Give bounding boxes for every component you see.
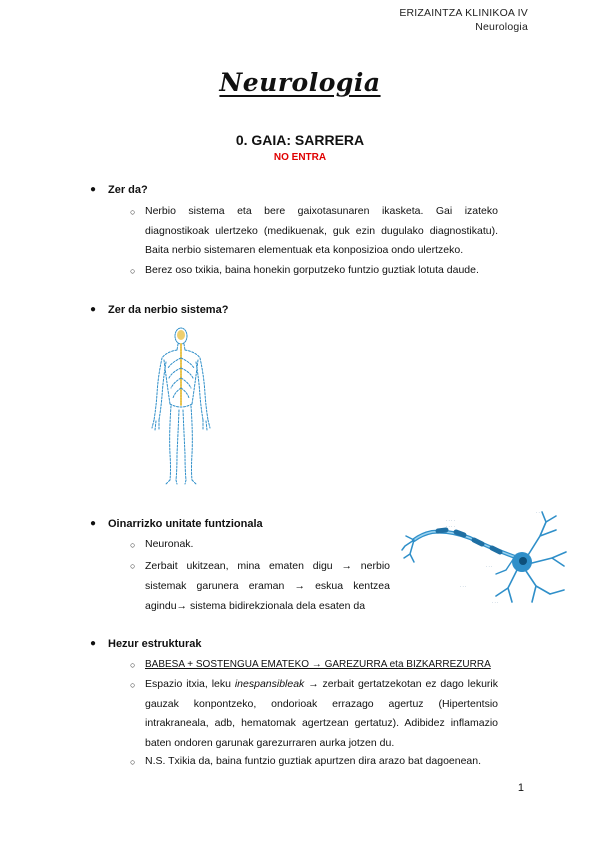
- paragraph-small-system: N.S. Txikia da, baina funtzio guztiak apurtzen dira arazo bat dagoenean.: [145, 755, 482, 767]
- svg-text:· · · ·: · · · ·: [446, 524, 455, 529]
- svg-text:· · ·: · · ·: [486, 564, 493, 569]
- text-consequences: → zerbait gertatzekotan ez dago lekurik gauzak konpontzeko, ondorioak errazago agertuz (Hipertentsio intrakraneala, adb, hematomak agertzean gertatuz). Adibidez inflamazio baten ondoren garunak garezurraren aurka jotzen du.: [145, 678, 498, 749]
- sub-bullet-icon: ○: [130, 207, 136, 217]
- text-closed-space: Espazio itxia, leku: [145, 678, 231, 690]
- bullet-icon: ●: [90, 304, 97, 315]
- paragraph-scope: Berez oso txikia, baina honekin gorputzeko funtzio guztiak lotuta daude.: [145, 264, 479, 276]
- section-heading-hezur: Hezur estrukturak: [108, 638, 202, 650]
- svg-text:· · ·: · · ·: [492, 600, 499, 605]
- nervous-system-figure: [150, 324, 212, 488]
- exam-note: NO ENTRA: [273, 152, 327, 163]
- page-header: [399, 6, 528, 34]
- sub-bullet-icon: ○: [130, 266, 136, 276]
- svg-text:· · ·: · · ·: [536, 510, 543, 515]
- neuron-diagram: [400, 508, 570, 608]
- sub-bullet-icon: ○: [130, 757, 136, 767]
- sub-bullet-icon: ○: [130, 660, 136, 670]
- section-heading-unitate: Oinarrizko unitate funtzionala: [108, 518, 263, 530]
- page-number: 1: [517, 782, 524, 794]
- paragraph-reflex: Zerbait ukitzean, mina ematen digu → nerbio sistemak garunera eraman → eskua kentzea agindu→ sistema bidirekzionala dela esaten da: [145, 560, 390, 612]
- paragraph-neurons: Neuronak.: [145, 538, 194, 550]
- chapter-heading: 0. GAIA: SARRERA: [235, 132, 365, 148]
- section-heading-zer-da: Zer da?: [108, 184, 148, 196]
- paragraph-closed-space: [145, 675, 498, 753]
- bullet-icon: ●: [90, 518, 97, 529]
- svg-text:· · · ·: · · · ·: [446, 518, 455, 523]
- sub-bullet-icon: ○: [130, 680, 136, 690]
- sub-bullet-icon: ○: [130, 561, 136, 571]
- bullet-icon: ●: [90, 184, 97, 195]
- section-heading-nerbio-sistema: Zer da nerbio sistema?: [108, 304, 229, 316]
- title-text: Neurologia: [219, 68, 381, 97]
- paragraph-definition: Nerbio sistema eta bere gaixotasunaren ikasketa. Gai izateko diagnostikoak ulertzeko (medikuenak, guk ezin dugulako diagnostikatu). Baita nerbio sistemaren elementuak eta konposizioa ondo ulertzeko.: [145, 205, 498, 256]
- header-course: ERIZAINTZA KLINIKOA IV: [399, 7, 528, 19]
- paragraph-protection: BABESA + SOSTENGUA EMATEKO → GAREZURRA eta BIZKARREZURRA: [145, 659, 491, 670]
- svg-text:· · ·: · · ·: [460, 584, 467, 589]
- document-title: [0, 68, 600, 97]
- header-subject: Neurologia: [475, 21, 528, 33]
- sub-bullet-icon: ○: [130, 540, 136, 550]
- bullet-icon: ●: [90, 638, 97, 649]
- text-inexpansible: inespansibleak: [234, 678, 305, 690]
